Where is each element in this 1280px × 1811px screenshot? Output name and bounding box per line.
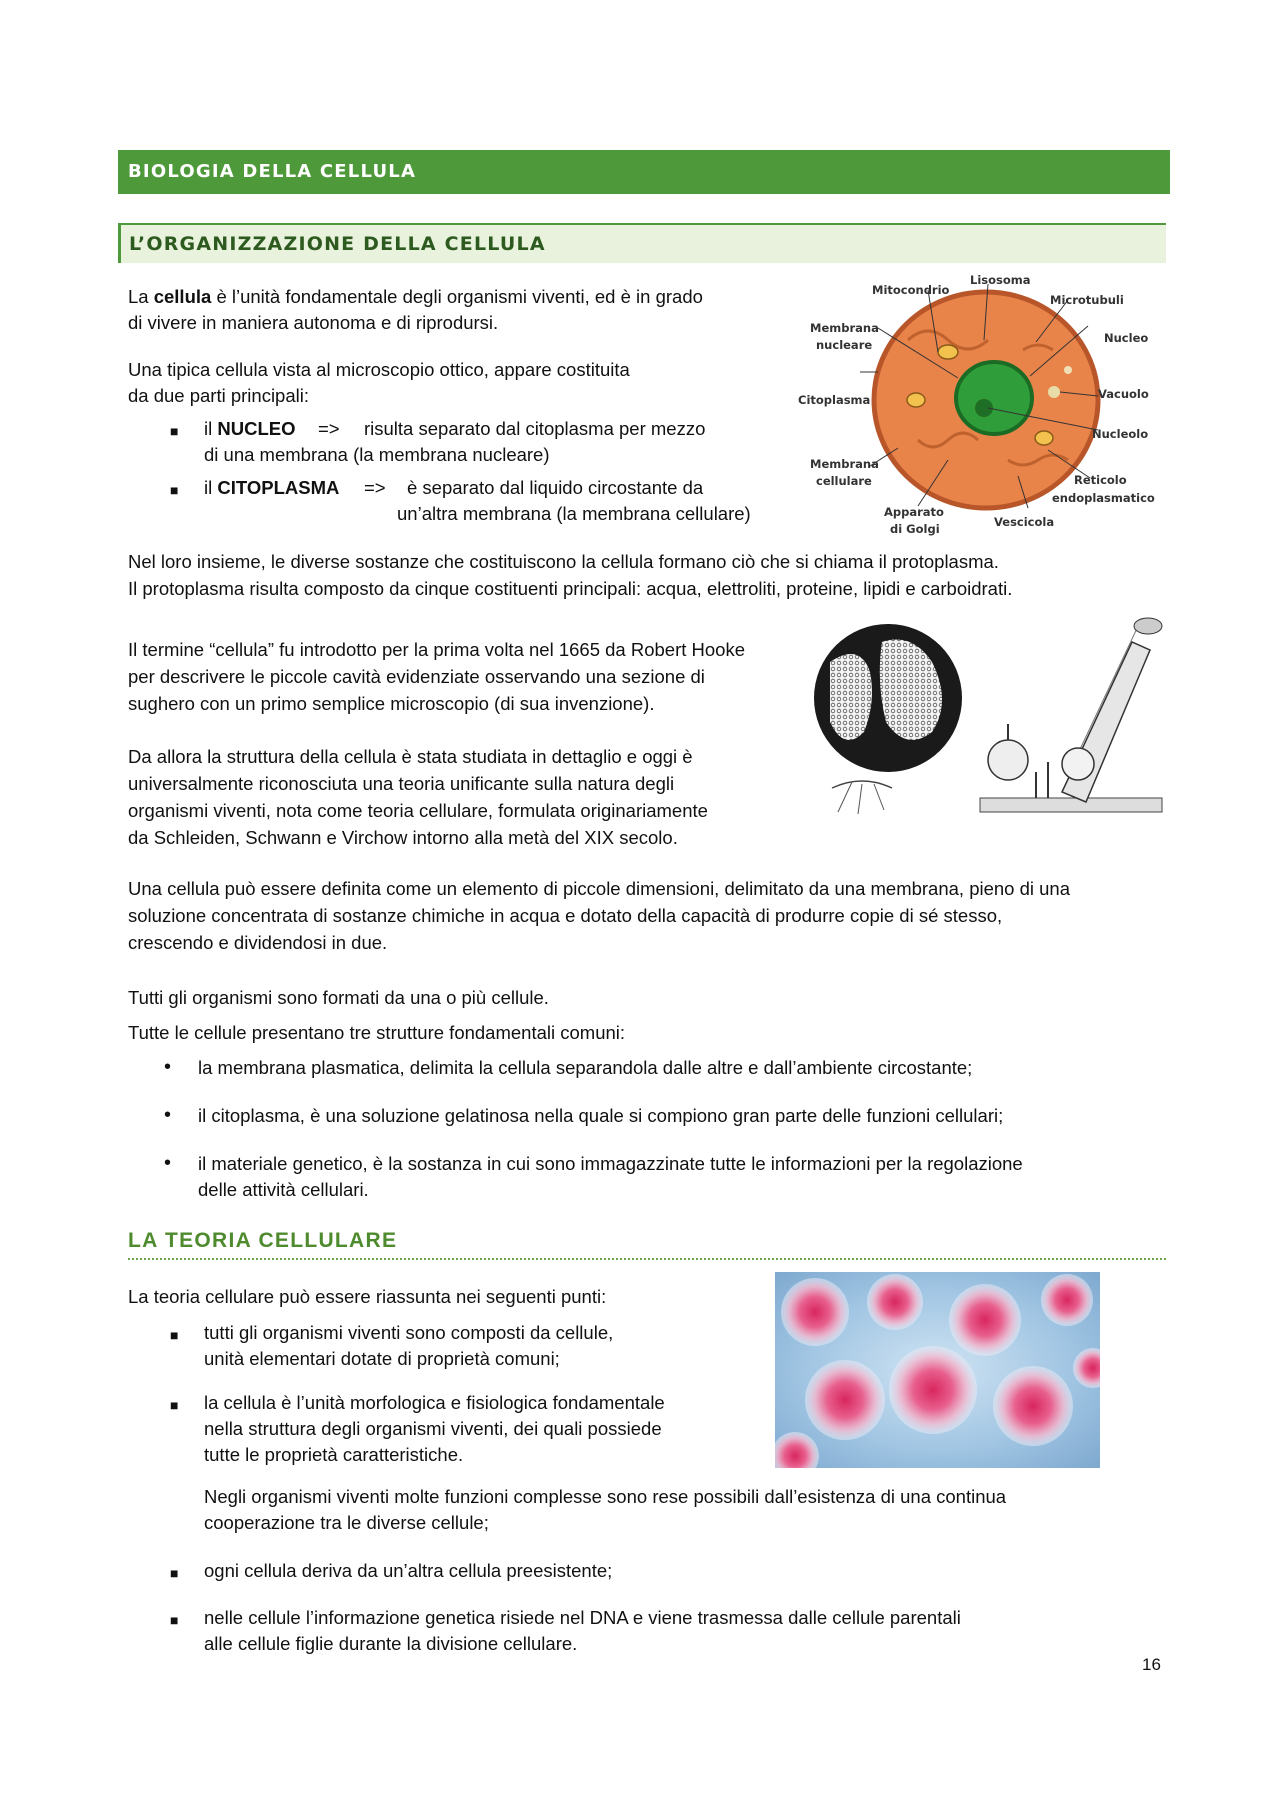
text: per descrivere le piccole cavità evidenziate osservando una sezione di xyxy=(128,666,705,687)
text: nelle cellule l’informazione genetica risiede nel DNA e viene trasmessa dalle cellule parentali xyxy=(204,1607,961,1628)
page-number: 16 xyxy=(1142,1655,1161,1674)
list-item-dna xyxy=(204,1605,961,1657)
paragraph-two-parts xyxy=(128,357,630,409)
label-membrana-nucleare: Membrana xyxy=(810,321,879,335)
text: sughero con un primo semplice microscopio (di sua invenzione). xyxy=(128,693,655,714)
cells-photo xyxy=(775,1272,1100,1468)
hooke-illustration-svg xyxy=(812,612,1170,826)
text: unità elementari dotate di proprietà comuni; xyxy=(204,1348,560,1369)
square-bullet-icon: ■ xyxy=(170,1565,179,1581)
text: il materiale genetico, è la sostanza in cui sono immagazzinate tutte le informazioni per la regolazione xyxy=(198,1153,1023,1174)
label-lisosoma: Lisosoma xyxy=(970,273,1031,287)
label-mitocondrio: Mitocondrio xyxy=(872,283,950,297)
text: di una membrana (la membrana nucleare) xyxy=(204,444,550,465)
text: organismi viventi, nota come teoria cellulare, formulata originariamente xyxy=(128,800,708,821)
text: è separato dal liquido circostante da xyxy=(407,477,704,498)
label-vescicola: Vescicola xyxy=(994,515,1055,529)
label-membrana-cellulare: Membrana xyxy=(810,457,879,471)
text: Il termine “cellula” fu introdotto per la prima volta nel 1665 da Robert Hooke xyxy=(128,639,745,660)
list-item-cellula-preesistente: ogni cellula deriva da un’altra cellula preesistente; xyxy=(204,1560,613,1581)
text: di vivere in maniera autonoma e di riprodursi. xyxy=(128,312,499,333)
hooke-microscope-illustration xyxy=(812,612,1170,826)
text: cooperazione tra le diverse cellule; xyxy=(204,1512,489,1533)
label-membrana-cellulare-2: cellulare xyxy=(816,474,872,488)
label-vacuolo: Vacuolo xyxy=(1098,387,1149,401)
square-bullet-icon: ■ xyxy=(170,1327,179,1343)
text: delle attività cellulari. xyxy=(198,1179,369,1200)
text: La xyxy=(128,286,154,307)
label-nucleo: Nucleo xyxy=(1104,331,1149,345)
label-membrana-nucleare-2: nucleare xyxy=(816,338,873,352)
label-reticolo: Reticolo xyxy=(1074,473,1127,487)
label-reticolo-2: endoplasmatico xyxy=(1052,491,1155,505)
text: universalmente riconosciuta una teoria unificante sulla natura degli xyxy=(128,773,675,794)
text: Una tipica cellula vista al microscopio ottico, appare costituita xyxy=(128,359,630,380)
square-bullet-icon: ■ xyxy=(170,1397,179,1413)
paragraph-cooperazione xyxy=(204,1484,1006,1536)
cells-photo-svg xyxy=(775,1272,1100,1468)
cell-diagram xyxy=(798,270,1170,542)
paragraph-cell-definition xyxy=(128,284,703,336)
text: il xyxy=(204,477,218,498)
text: alle cellule figlie durante la divisione cellulare. xyxy=(204,1633,578,1654)
text: soluzione concentrata di sostanze chimiche in acqua e dotato della capacità di produrre copie di sé stesso, xyxy=(128,905,1003,926)
bold-term-nucleo: NUCLEO xyxy=(217,418,296,439)
text: Da allora la struttura della cellula è stata studiata in dettaglio e oggi è xyxy=(128,746,693,767)
text: da due parti principali: xyxy=(128,385,309,406)
text: risulta separato dal citoplasma per mezzo xyxy=(364,418,706,439)
square-bullet-icon: ■ xyxy=(170,423,179,439)
text: da Schleiden, Schwann e Virchow intorno alla metà del XIX secolo. xyxy=(128,827,678,848)
text: Negli organismi viventi molte funzioni complesse sono rese possibili dall’esistenza di una continua xyxy=(204,1486,1007,1507)
label-apparato-golgi: Apparato xyxy=(884,505,944,519)
list-item-nucleo xyxy=(204,416,296,442)
bold-term-citoplasma: CITOPLASMA xyxy=(217,477,340,498)
subsection-header-organizzazione: L’ORGANIZZAZIONE DELLA CELLULA xyxy=(118,223,1166,263)
label-apparato-golgi-2: di Golgi xyxy=(890,522,940,536)
list-item-membrana-plasmatica: la membrana plasmatica, delimita la cellula separandola dalle altre e dall’ambiente circostante; xyxy=(198,1057,973,1078)
paragraph-strutture-intro: Tutte le cellule presentano tre strutture fondamentali comuni: xyxy=(128,1022,626,1043)
text: nella struttura degli organismi viventi, dei quali possiede xyxy=(204,1418,662,1439)
text: il xyxy=(204,418,218,439)
paragraph-organismi: Tutti gli organismi sono formati da una o più cellule. xyxy=(128,987,549,1008)
section-title-teoria-cellulare: LA TEORIA CELLULARE xyxy=(128,1229,398,1252)
main-section-header: BIOLOGIA DELLA CELLULA xyxy=(118,150,1170,194)
list-item-organismi-cellule xyxy=(204,1320,613,1372)
list-item-citoplasma xyxy=(204,475,339,501)
list-item-materiale-genetico xyxy=(198,1151,1023,1203)
paragraph-teoria-intro: La teoria cellulare può essere riassunta nei seguenti punti: xyxy=(128,1286,607,1307)
square-bullet-icon: ■ xyxy=(170,482,179,498)
text: la cellula è l’unità morfologica e fisiologica fondamentale xyxy=(204,1392,665,1413)
text: tutti gli organismi viventi sono composti da cellule, xyxy=(204,1322,614,1343)
text: crescendo e dividendosi in due. xyxy=(128,932,388,953)
paragraph-protoplasma xyxy=(128,548,1012,602)
text: Nel loro insieme, le diverse sostanze che costituiscono la cellula formano ciò che si chiama il protoplasma. xyxy=(128,551,999,572)
round-bullet-icon: • xyxy=(164,1104,172,1126)
paragraph-hooke xyxy=(128,636,745,717)
text: Una cellula può essere definita come un elemento di piccole dimensioni, delimitato da una membrana, pieno di una xyxy=(128,878,1071,899)
list-item-citoplasma: il citoplasma, è una soluzione gelatinosa nella quale si compiono gran parte delle funzioni cellulari; xyxy=(198,1105,1004,1126)
section-divider xyxy=(128,1258,1166,1260)
round-bullet-icon: • xyxy=(164,1152,172,1174)
arrow-symbol: => xyxy=(364,477,386,498)
label-nucleolo: Nucleolo xyxy=(1092,427,1149,441)
text: tutte le proprietà caratteristiche. xyxy=(204,1444,464,1465)
nucleus-shape xyxy=(956,362,1032,434)
text: un’altra membrana (la membrana cellulare) xyxy=(397,503,751,524)
label-microtubuli: Microtubuli xyxy=(1050,293,1124,307)
label-citoplasma: Citoplasma xyxy=(798,393,871,407)
bold-term-cellula: cellula xyxy=(153,286,212,307)
arrow-symbol: => xyxy=(318,418,340,439)
text: Il protoplasma risulta composto da cinque costituenti principali: acqua, elettroliti, proteine, lipidi e carboidrati. xyxy=(128,578,1013,599)
paragraph-definizione xyxy=(128,875,1070,956)
square-bullet-icon: ■ xyxy=(170,1612,179,1628)
paragraph-teoria-origine xyxy=(128,743,708,851)
round-bullet-icon: • xyxy=(164,1056,172,1078)
list-item-unita-morfologica xyxy=(204,1390,665,1468)
text: è l’unità fondamentale degli organismi viventi, ed è in grado xyxy=(211,286,703,307)
